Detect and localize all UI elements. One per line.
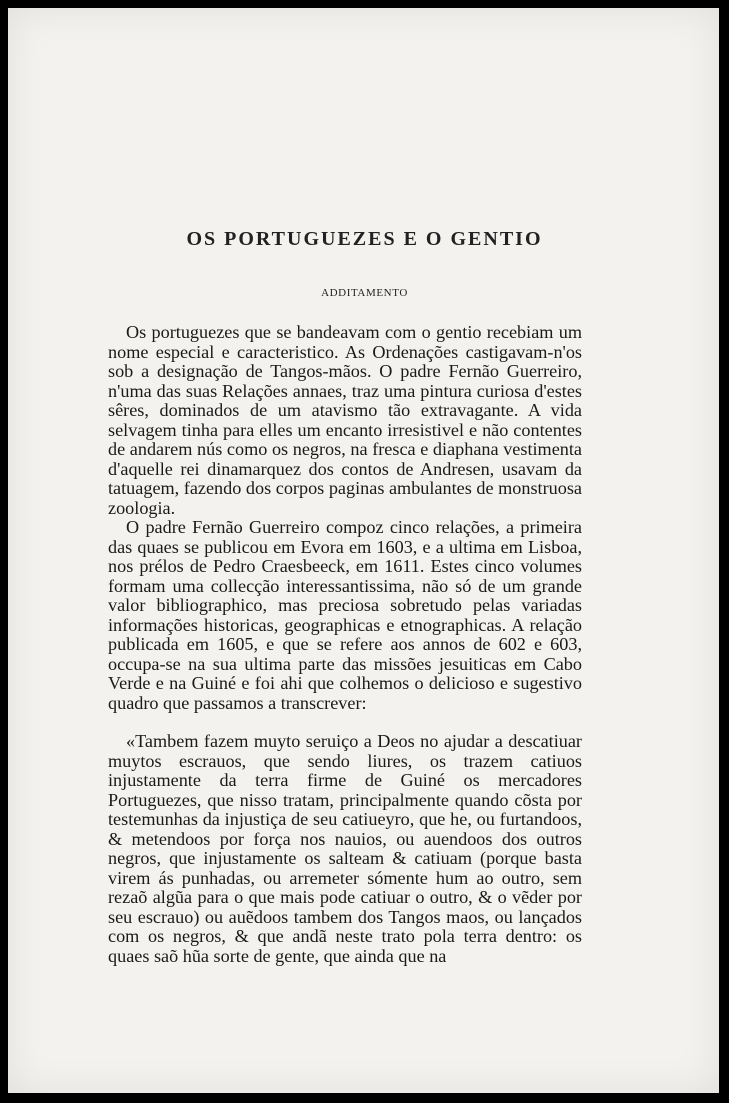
paragraph: O padre Fernão Guerreiro compoz cinco relações, a primeira das quaes se publicou em Evora em 1603, e a ultima em Lisboa, nos prélos de Pedro Craesbeeck, em 1611. Estes cinco volumes formam uma collecção interessantissima, não só de um grande valor bibliographico, mas preciosa sobretudo pelas variadas informações historicas, geographicas e etnographicas. A relação publicada em 1605, e que se refere aos annos de 602 e 603, occupa-se na sua ultima parte das missões jesuiticas em Cabo Verde e na Guiné e foi ahi que colhemos o delicioso e sugestivo quadro que passamos a transcrever: — [108, 517, 582, 713]
paragraph: Os portuguezes que se bandeavam com o gentio recebiam um nome especial e caracteristico. As Ordenações castigavam-n'os sob a designação de Tangos-mãos. O padre Fernão Guerreiro, n'uma das suas Relações annaes, traz uma pintura curiosa d'estes sêres, dominados de um atavismo tão extravagante. A vida selvagem tinha para elles um encanto irresistivel e não contentes de andarem nús como os negros, na fresca e diaphana vestimenta d'aquelle rei dinamarquez dos contos de Andresen, usavam da tatuagem, fazendo dos corpos paginas ambulantes de monstruosa zoologia. — [108, 322, 582, 518]
body-text — [108, 323, 582, 966]
page-title: OS PORTUGUEZES E O GENTIO — [186, 228, 543, 250]
page-subtitle: ADDITAMENTO — [321, 287, 408, 299]
quotation: «Tambem fazem muyto seruiço a Deos no ajudar a descatiuar muytos escrauos, que sendo liures, os trazem catiuos injustamente da terra firme de Guiné os mercadores Portuguezes, que nisso tratam, principalmente quando cõsta por testemunhas da injustiça de seu catiueyro, que he, ou furtandoos, & metendoos por força nos nauios, ou auendoos dos outros negros, que injustamente os salteam & catiuam (porque basta virem ás punhadas, ou arremeter sómente hum ao outro, sem rezaõ algũa para o que mais pode catiuar o outro, & o vẽder por seu escrauo) ou auẽdoos tambem dos Tangos maos, ou lançados com os negros, & que andã neste trato pola terra dentro: os quaes saõ hũa sorte de gente, que ainda que na — [108, 731, 582, 966]
